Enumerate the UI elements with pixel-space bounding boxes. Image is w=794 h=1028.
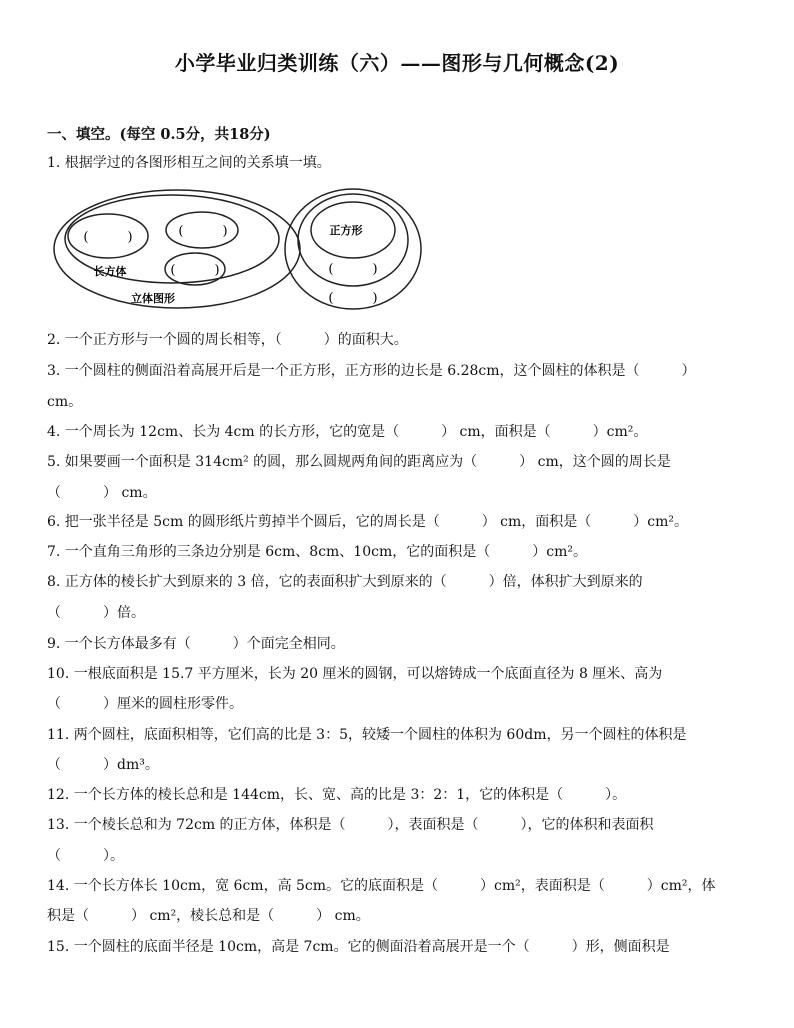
question-14: 14. 一个长方体长 10cm，宽 6cm，高 5cm。它的底面积是（ ）cm²，表面积是（ ）cm²，体 [47, 878, 716, 894]
question-3: 3. 一个圆柱的侧面沿着高展开后是一个正方形，正方形的边长是 6.28cm，这个圆柱的体积是（ ） [47, 363, 696, 379]
question-9: 9. 一个长方体最多有（ ）个面完全相同。 [47, 636, 345, 652]
question-11: 11. 两个圆柱，底面积相等，它们高的比是 3：5，较矮一个圆柱的体积为 60dm，另一个圆柱的体积是 [47, 727, 687, 743]
question-3-cont: cm。 [47, 394, 83, 410]
question-13: 13. 一个棱长总和为 72cm 的正方体，体积是（ ），表面积是（ ），它的体积和表面积 [47, 817, 654, 833]
question-8-cont: （ ）倍。 [47, 605, 145, 621]
blank-label-3: ( ) [170, 263, 220, 278]
question-10: 10. 一根底面积是 15.7 平方厘米，长为 20 厘米的圆钢，可以熔铸成一个底面直径为 8 厘米、高为 [47, 666, 663, 682]
question-15: 15. 一个圆柱的底面半径是 10cm，高是 7cm。它的侧面沿着高展开是一个（ ）形，侧面积是 [47, 939, 670, 955]
blank-label-4: ( ) [328, 262, 378, 277]
question-12: 12. 一个长方体的棱长总和是 144cm，长、宽、高的比是 3：2：1，它的体积是（ ）。 [47, 787, 627, 803]
solid-figure-label: 立体图形 [131, 292, 175, 305]
question-10-cont: （ ）厘米的圆柱形零件。 [47, 696, 243, 712]
question-6: 6. 把一张半径是 5cm 的圆形纸片剪掉半个圆后，它的周长是（ ） cm，面积是（ ）cm²。 [47, 514, 689, 530]
square-label: 正方形 [329, 224, 363, 237]
question-4: 4. 一个周长为 12cm、长为 4cm 的长方形，它的宽是（ ） cm，面积是（ ）cm²。 [47, 424, 648, 440]
section-heading: 一、填空。(每空 0.5分，共18分) [47, 126, 271, 143]
question-5-cont: （ ） cm。 [47, 485, 157, 501]
question-13-cont: （ ）。 [47, 848, 124, 864]
relation-diagram [50, 182, 430, 317]
question-11-cont: （ ）dm³。 [47, 757, 159, 773]
question-1: 1. 根据学过的各图形相互之间的关系填一填。 [47, 155, 331, 171]
outer-ellipse-left [54, 190, 300, 308]
question-5: 5. 如果要画一个面积是 314cm² 的圆，那么圆规两角间的距离应为（ ） cm，这个圆的周长是 [47, 454, 671, 470]
blank-label-2: ( ) [178, 224, 228, 239]
question-8: 8. 正方体的棱长扩大到原来的 3 倍，它的表面积扩大到原来的（ ）倍，体积扩大到原来的 [47, 574, 643, 590]
blank-label-1: ( ) [83, 230, 133, 245]
question-2: 2. 一个正方形与一个圆的周长相等，（ ）的面积大。 [47, 332, 408, 348]
blank-label-5: ( ) [328, 291, 378, 306]
page-title: 小学毕业归类训练（六）——图形与几何概念(2) [174, 51, 620, 75]
question-7: 7. 一个直角三角形的三条边分别是 6cm、8cm、10cm，它的面积是（ ）cm²。 [47, 544, 587, 560]
question-14-cont: 积是（ ） cm²，棱长总和是（ ） cm。 [47, 908, 370, 924]
cuboid-label: 长方体 [93, 265, 127, 278]
